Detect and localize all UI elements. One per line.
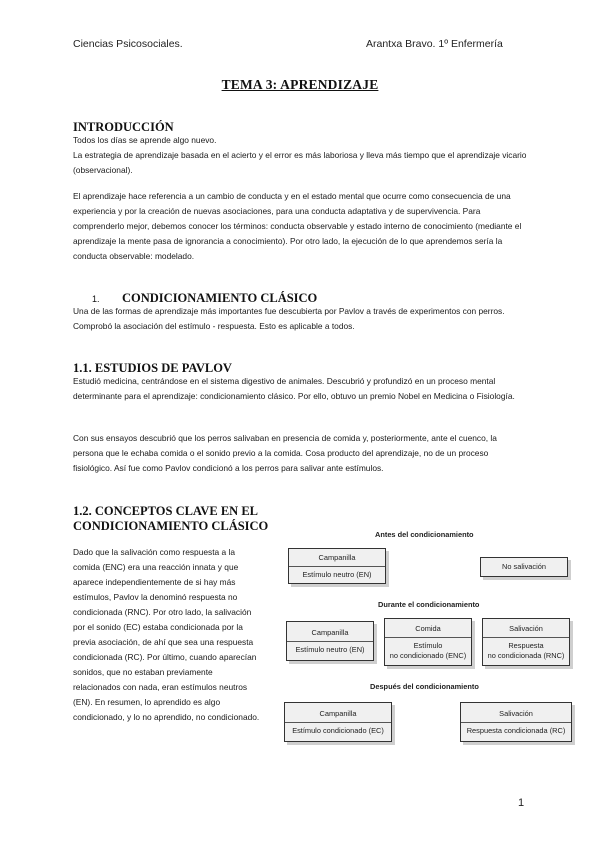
section1-paragraph: Una de las formas de aprendizaje más importantes fue descubierta por Pavlov a través de experimentos con perros. Comprobó la asociación del estímulo - respuesta. Esto es aplicable a todos. (73, 306, 505, 331)
diagram-divider (287, 641, 373, 642)
diagram-during-label: Durante el condicionamiento (378, 600, 480, 609)
diagram-divider (385, 637, 471, 638)
diagram-before-no-salivation-box (480, 557, 568, 577)
diagram-during-food-title: Comida (415, 623, 441, 633)
section12-heading-line2: CONDICIONAMIENTO CLÁSICO (73, 519, 269, 533)
intro-paragraph-3: El aprendizaje hace referencia a un cambio de conducta y en el estado mental que ocurre como consecuencia de una experiencia y por la creación de nuevas asociaciones, para una conducta adaptativa y de supervivencia. Para comprenderlo mejor, debemos conocer los términos: conducta observable y estado interno de conocimiento (mediante el aprendizaje la mente pasa de ignorancia a conocimiento). Por otro lado, la ejecución de lo que aprendemos sería la conducta observable: modelado. (73, 191, 522, 261)
diagram-after-bell-title: Campanilla (319, 708, 357, 718)
section11-paragraph-1: Estudió medicina, centrándose en el sistema digestivo de animales. Descubrió y profundizó en un proceso mental determinante para el aprendizaje: condicionamiento clásico. Por ello, obtuvo un premio Nobel en Medicina o Fisiología. (73, 376, 515, 401)
diagram-before-label: Antes del condicionamiento (375, 530, 474, 539)
diagram-divider (289, 566, 385, 567)
page-number: 1 (518, 797, 525, 809)
header-author: Arantxa Bravo. 1º Enfermería (366, 38, 503, 50)
diagram-during-bell-subtitle: Estímulo neutro (EN) (295, 644, 365, 654)
diagram-during-salivation-box (482, 618, 570, 666)
diagram-after-bell-subtitle: Estímulo condicionado (EC) (292, 725, 384, 735)
diagram-during-salivation-sub2: no condicionada (RNC) (487, 650, 565, 660)
diagram-after-salivation-subtitle: Respuesta condicionada (RC) (466, 725, 566, 735)
diagram-after-salivation-box (460, 702, 572, 742)
section11-heading: 1.1. ESTUDIOS DE PAVLOV (73, 361, 232, 375)
section1-title: CONDICIONAMIENTO CLÁSICO (122, 291, 318, 305)
section12-paragraph: Dado que la salivación como respuesta a la comida (ENC) era una reacción innata y que aparece independientemente de si hay más estímulos, Pavlov la denominó respuesta no condicionada (RNC). Por otro lado, la salivación por el sonido (EC) estaba condicionada por la previa asociación, de ahí que sea una respuesta condicionada (RC). Por último, cuando aparecían sonidos, que no estaban previamente relacionados con nada, eran estímulos neutros (EN). En resumen, lo aprendido es algo condicionado, y lo no aprendido, no condicionado. (73, 547, 260, 722)
conditioning-diagram (280, 524, 580, 756)
section12-heading (73, 504, 268, 534)
diagram-before-bell-title: Campanilla (318, 552, 356, 562)
diagram-during-bell-box (286, 621, 374, 661)
section12-heading-line1: 1.2. CONCEPTOS CLAVE EN EL (73, 504, 258, 518)
section1-number: 1. (92, 294, 100, 304)
diagram-divider (461, 722, 571, 723)
diagram-during-salivation-sub1: Respuesta (508, 640, 544, 650)
diagram-during-bell-title: Campanilla (311, 627, 349, 637)
intro-heading: INTRODUCCIÓN (73, 120, 174, 134)
diagram-after-salivation-title: Salivación (499, 708, 533, 718)
diagram-after-bell-box (284, 702, 392, 742)
diagram-divider (483, 637, 569, 638)
section11-paragraph-2: Con sus ensayos descubrió que los perros salivaban en presencia de comida y, posteriormente, ante el cuenco, la persona que le echaba comida o el sonido previo a la comida. Cosa producto del aprendizaje, no de un proceso fisiológico. Así fue como Pavlov condicionó a los perros para salivar ante estímulos. (73, 433, 497, 473)
diagram-before-bell-box (288, 548, 386, 584)
diagram-during-salivation-title: Salivación (509, 623, 543, 633)
diagram-before-bell-subtitle: Estímulo neutro (EN) (302, 569, 372, 579)
diagram-before-no-salivation-text: No salivación (502, 562, 546, 571)
page-title: TEMA 3: APRENDIZAJE (221, 77, 379, 92)
header-course: Ciencias Psicosociales. (73, 38, 183, 50)
diagram-during-food-sub1: Estímulo (413, 640, 443, 650)
intro-paragraph-2: La estrategia de aprendizaje basada en el acierto y el error es más laboriosa y lleva más tiempo que el aprendizaje vicario (observacional). (73, 150, 527, 175)
intro-paragraph-1: Todos los días se aprende algo nuevo. (73, 135, 217, 145)
diagram-during-food-box (384, 618, 472, 666)
diagram-during-food-sub2: no condicionado (ENC) (389, 650, 467, 660)
diagram-divider (285, 722, 391, 723)
diagram-after-label: Después del condicionamiento (370, 682, 479, 691)
